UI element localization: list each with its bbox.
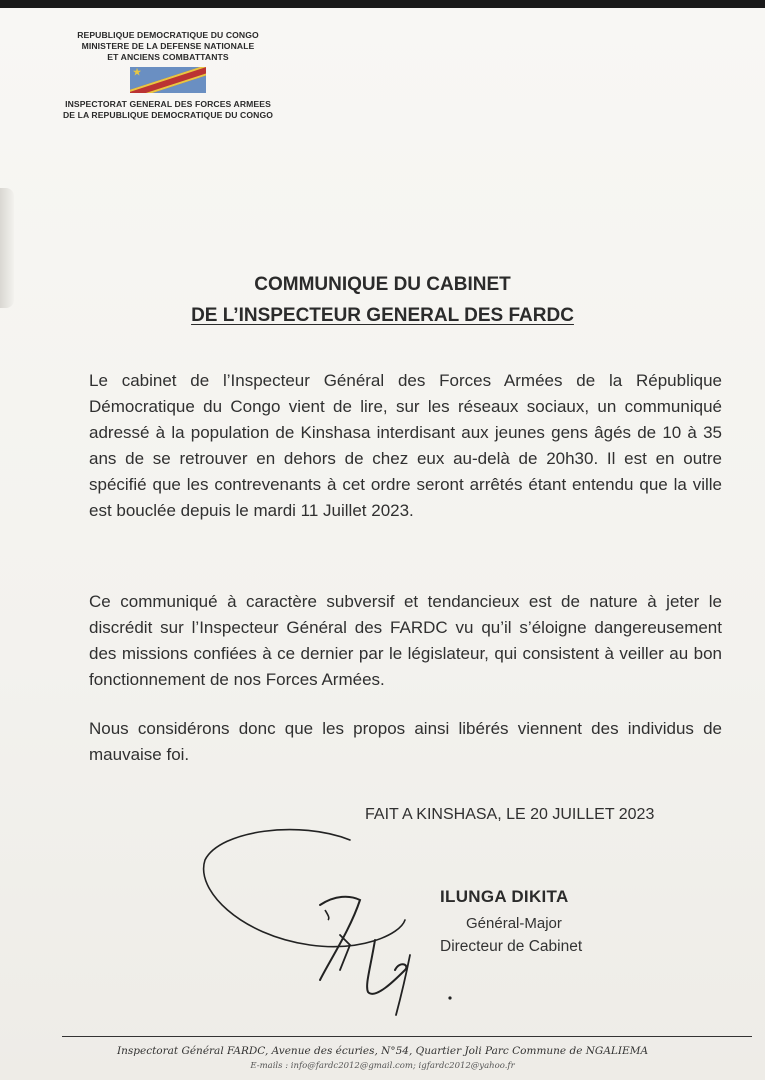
footer-emails: E-mails : info@fardc2012@gmail.com; igfardc2012@yahoo.fr [250, 1061, 515, 1071]
footer-address: Inspectorat Général FARDC, Avenue des écuries, N°54, Quartier Joli Parc Commune de NGALIEMA [116, 1045, 649, 1057]
letterhead-inspectorate-2: DE LA REPUBLIQUE DEMOCRATIQUE DU CONGO [62, 110, 274, 120]
letterhead-ministry-2: ET ANCIENS COMBATTANTS [107, 52, 229, 62]
letterhead [38, 30, 298, 121]
paragraph-3: Nous considérons donc que les propos ainsi libérés viennent des individus de mauvaise foi. [89, 719, 722, 764]
place-date: FAIT A KINSHASA, LE 20 JUILLET 2023 [365, 806, 655, 823]
signatory-rank: Général-Major [466, 915, 562, 932]
signatory-name: ILUNGA DIKITA [440, 887, 569, 906]
document-title: COMMUNIQUE DU CABINET [254, 274, 511, 295]
document-subtitle: DE L’INSPECTEUR GENERAL DES FARDC [191, 305, 574, 326]
top-border [0, 0, 765, 8]
flag-icon: ★ [130, 67, 206, 93]
paragraph-1: Le cabinet de l’Inspecteur Général des Forces Armées de la République Démocratique du Congo vient de lire, sur les réseaux sociaux, un communiqué adressé à la population de Kinshasa interdisant aux jeunes gens âgés de 10 à 35 ans de se retrouver en dehors de chez eux au-delà de 20h30. Il est en outre spécifié que les contrevenants à cet ordre seront arrêtés étant entendu que la ville est bouclée depuis le mardi 11 Juillet 2023. [89, 371, 722, 520]
letterhead-country: REPUBLIQUE DEMOCRATIQUE DU CONGO [77, 30, 259, 40]
handwritten-signature [200, 820, 460, 1020]
letterhead-ministry: MINISTERE DE LA DEFENSE NATIONALE [81, 41, 255, 51]
footer-divider [62, 1036, 752, 1037]
letterhead-inspectorate: INSPECTORAT GENERAL DES FORCES ARMEES [65, 99, 271, 109]
signatory-role: Directeur de Cabinet [440, 938, 583, 955]
paragraph-2: Ce communiqué à caractère subversif et tendancieux est de nature à jeter le discrédit sur l’Inspecteur Général des FARDC vu qu’il s’éloigne dangereusement des missions confiées à ce dernier par le législateur, qui consistent à veiller au bon fonctionnement de nos Forces Armées. [89, 592, 722, 689]
